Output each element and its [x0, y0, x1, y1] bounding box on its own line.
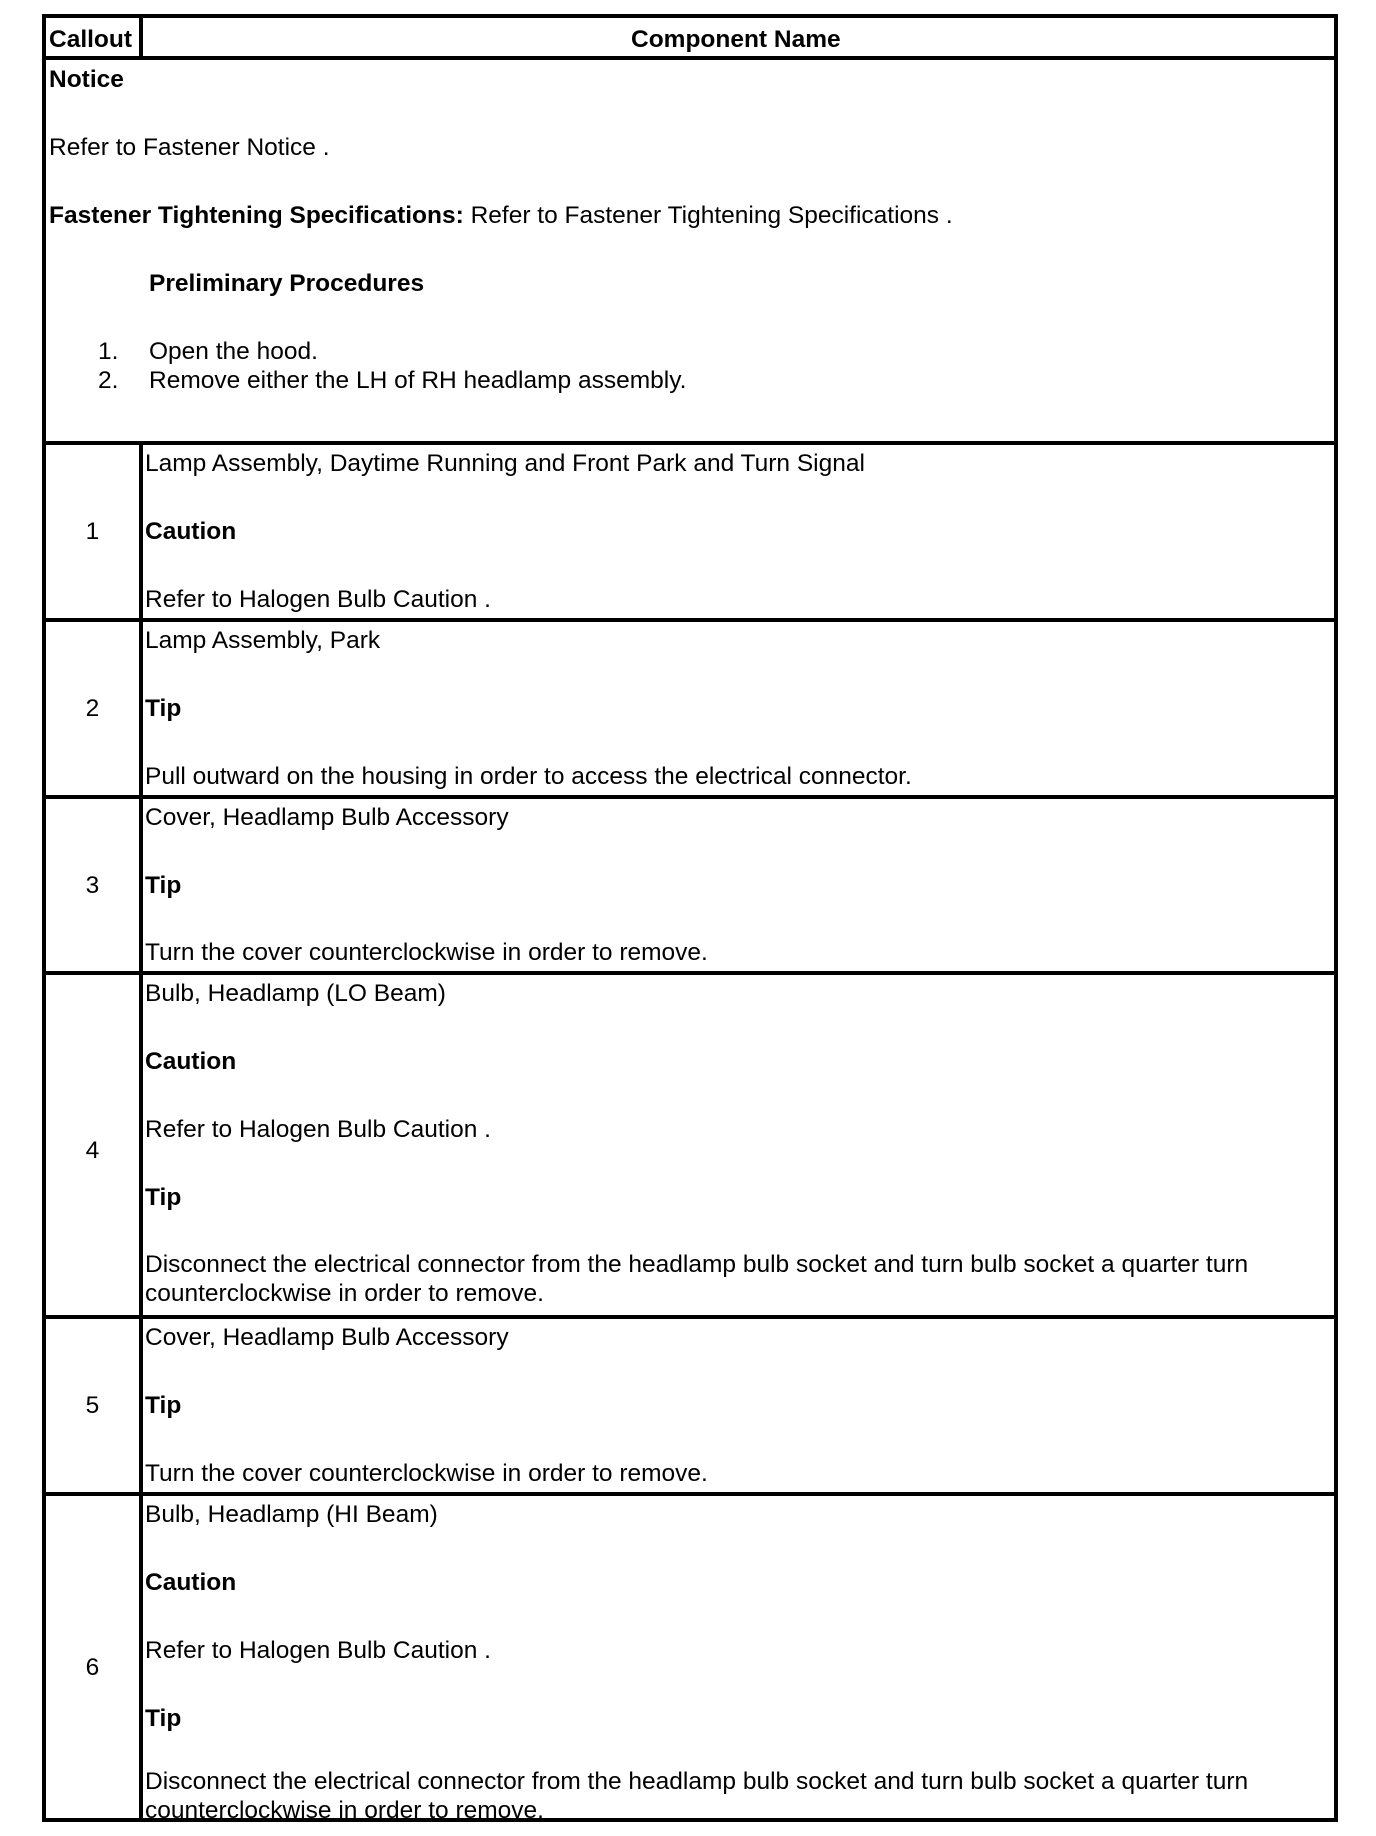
row-6-caution-text: Refer to Halogen Bulb Caution .	[145, 1637, 491, 1664]
step-2-text: Remove either the LH of RH headlamp assembly.	[149, 367, 687, 394]
notice-divider	[46, 441, 1334, 445]
header-divider	[46, 56, 1334, 60]
rows-column-divider	[139, 441, 143, 1822]
row-4-caution-text: Refer to Halogen Bulb Caution .	[145, 1116, 491, 1143]
row-2-tip-text: Pull outward on the housing in order to access the electrical connector.	[145, 763, 912, 790]
row-2-name: Lamp Assembly, Park	[145, 627, 381, 654]
row-divider-2	[46, 795, 1334, 799]
row-5-callout: 5	[85, 1392, 100, 1419]
row-1-caution-label: Caution	[145, 518, 237, 545]
header-column-divider	[139, 18, 143, 58]
notice-text: Refer to Fastener Notice .	[49, 134, 330, 161]
step-1-text: Open the hood.	[149, 338, 318, 365]
fastener-spec-text: Refer to Fastener Tightening Specifications .	[463, 202, 953, 229]
row-3-tip-text: Turn the cover counterclockwise in order to remove.	[145, 939, 708, 966]
row-3-tip-label: Tip	[145, 872, 182, 899]
row-1-callout: 1	[85, 518, 100, 545]
step-2-number: 2.	[98, 367, 119, 394]
row-6-tip-text: Disconnect the electrical connector from the headlamp bulb socket and turn bulb socket a quarter turn counterclockwise in order to remove.	[145, 1768, 1249, 1824]
row-2-callout: 2	[85, 695, 100, 722]
fastener-spec-line	[49, 204, 953, 229]
row-6-tip-label: Tip	[145, 1705, 182, 1732]
notice-title: Notice	[49, 66, 124, 93]
row-5-tip-text: Turn the cover counterclockwise in order to remove.	[145, 1460, 708, 1487]
row-divider-1	[46, 618, 1334, 622]
header-component-name: Component Name	[631, 26, 841, 53]
row-4-caution-label: Caution	[145, 1048, 237, 1075]
row-1-caution-text: Refer to Halogen Bulb Caution .	[145, 586, 491, 613]
row-6-callout: 6	[85, 1654, 100, 1681]
row-divider-3	[46, 971, 1334, 975]
row-6-caution-label: Caution	[145, 1569, 237, 1596]
row-5-name: Cover, Headlamp Bulb Accessory	[145, 1324, 509, 1351]
fastener-spec-label: Fastener Tightening Specifications:	[49, 202, 464, 229]
row-4-callout: 4	[85, 1137, 100, 1164]
step-1-number: 1.	[98, 338, 119, 365]
row-2-tip-label: Tip	[145, 695, 182, 722]
preliminary-procedures-title: Preliminary Procedures	[149, 270, 425, 297]
row-1-name: Lamp Assembly, Daytime Running and Front Park and Turn Signal	[145, 450, 865, 477]
row-3-name: Cover, Headlamp Bulb Accessory	[145, 804, 509, 831]
row-4-tip-label: Tip	[145, 1184, 182, 1211]
row-divider-4	[46, 1315, 1334, 1319]
component-table	[42, 14, 1338, 1822]
header-callout: Callout	[49, 26, 133, 53]
row-6-name: Bulb, Headlamp (HI Beam)	[145, 1501, 438, 1528]
row-4-name: Bulb, Headlamp (LO Beam)	[145, 980, 446, 1007]
row-5-tip-label: Tip	[145, 1392, 182, 1419]
row-divider-5	[46, 1492, 1334, 1496]
row-3-callout: 3	[85, 872, 100, 899]
row-4-tip-text: Disconnect the electrical connector from the headlamp bulb socket and turn bulb socket a quarter turn counterclockwise in order to remove.	[145, 1251, 1249, 1307]
